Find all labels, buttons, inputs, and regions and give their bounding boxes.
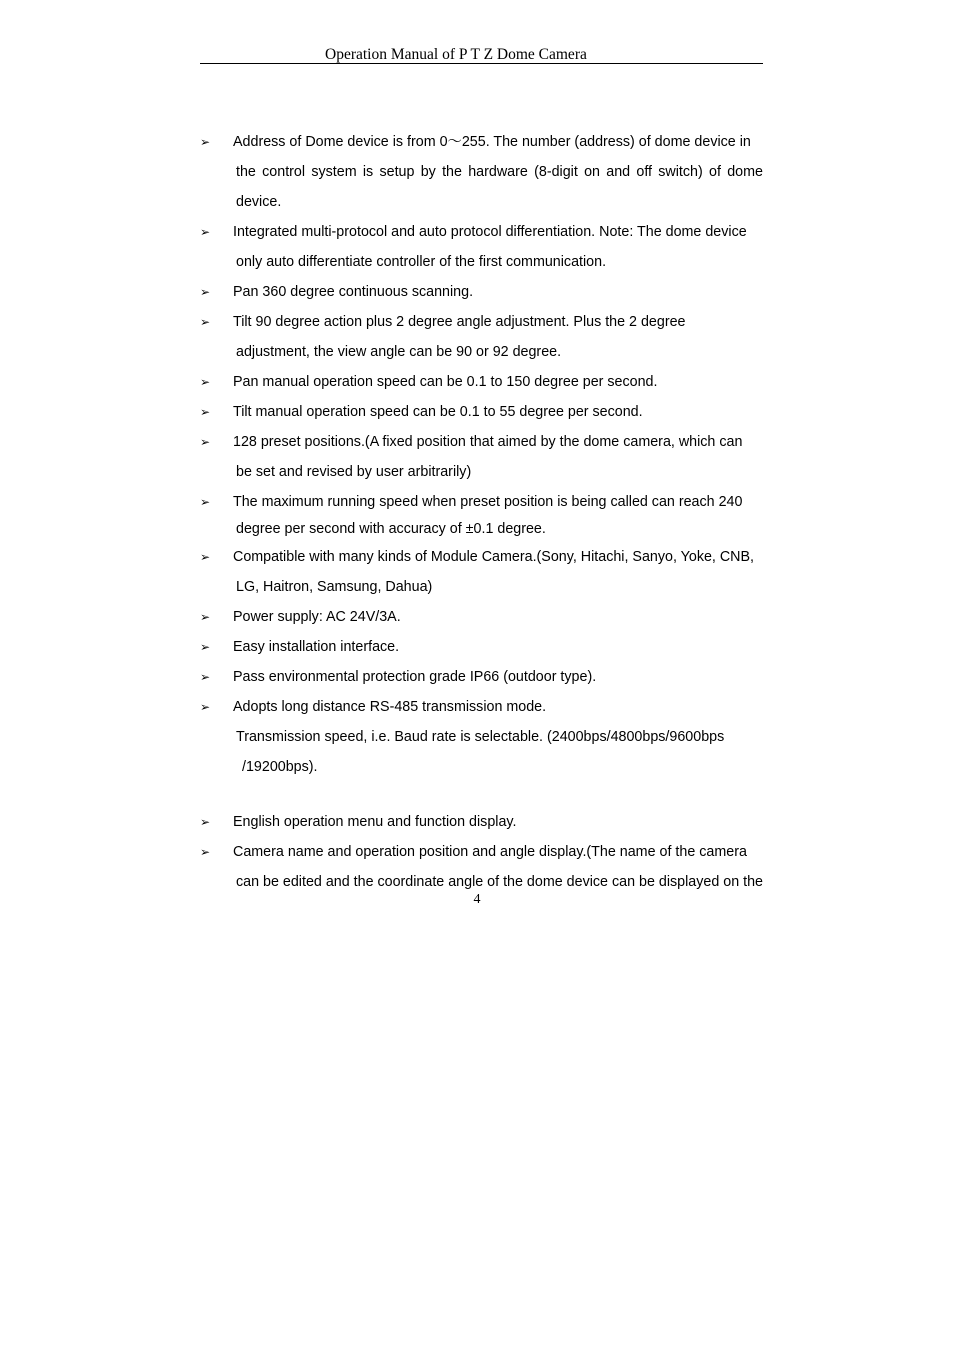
- arrow-bullet-icon: ➢: [200, 700, 211, 714]
- item-line: the control system is setup by the hardware (8-digit on and off switch) of dome: [236, 164, 763, 180]
- item-line: English operation menu and function display.: [233, 814, 517, 830]
- arrow-bullet-icon: ➢: [200, 845, 211, 859]
- arrow-bullet-icon: ➢: [200, 135, 211, 149]
- item-line: Power supply: AC 24V/3A.: [233, 609, 401, 625]
- item-line: be set and revised by user arbitrarily): [236, 464, 472, 480]
- item-line: Pan 360 degree continuous scanning.: [233, 284, 474, 300]
- arrow-bullet-icon: ➢: [200, 670, 211, 684]
- item-line: can be edited and the coordinate angle of the dome device can be displayed on the: [236, 874, 763, 890]
- arrow-bullet-icon: ➢: [200, 815, 211, 829]
- arrow-bullet-icon: ➢: [200, 405, 211, 419]
- arrow-bullet-icon: ➢: [200, 610, 211, 624]
- arrow-bullet-icon: ➢: [200, 495, 211, 509]
- item-line: Compatible with many kinds of Module Camera.(Sony, Hitachi, Sanyo, Yoke, CNB,: [233, 549, 755, 565]
- item-line: The maximum running speed when preset position is being called can reach 240: [233, 494, 743, 510]
- item-line: adjustment, the view angle can be 90 or 92 degree.: [236, 344, 562, 360]
- page-header: [200, 46, 763, 64]
- arrow-bullet-icon: ➢: [200, 315, 211, 329]
- arrow-bullet-icon: ➢: [200, 285, 211, 299]
- item-line: 128 preset positions.(A fixed position that aimed by the dome camera, which can: [233, 434, 743, 450]
- arrow-bullet-icon: ➢: [200, 225, 211, 239]
- header-title: Operation Manual of P T Z Dome Camera: [325, 46, 587, 63]
- item-line: Tilt 90 degree action plus 2 degree angle adjustment. Plus the 2 degree: [233, 314, 686, 330]
- arrow-bullet-icon: ➢: [200, 550, 211, 564]
- page-number: 4: [473, 892, 481, 907]
- item-line: Pan manual operation speed can be 0.1 to 150 degree per second.: [233, 374, 658, 390]
- arrow-bullet-icon: ➢: [200, 435, 211, 449]
- item-line: only auto differentiate controller of the first communication.: [236, 254, 607, 270]
- item-line: /19200bps).: [242, 759, 318, 775]
- item-line: Easy installation interface.: [233, 639, 400, 655]
- item-line: degree per second with accuracy of ±0.1 degree.: [236, 521, 546, 537]
- item-line: Adopts long distance RS-485 transmission mode.: [233, 699, 547, 715]
- item-line: Pass environmental protection grade IP66 (outdoor type).: [233, 669, 597, 685]
- item-line: Integrated multi-protocol and auto protocol differentiation. Note: The dome device: [233, 224, 747, 240]
- arrow-bullet-icon: ➢: [200, 640, 211, 654]
- item-line: Tilt manual operation speed can be 0.1 to 55 degree per second.: [233, 404, 643, 420]
- item-line: Camera name and operation position and angle display.(The name of the camera: [233, 844, 747, 860]
- arrow-bullet-icon: ➢: [200, 375, 211, 389]
- item-line: LG, Haitron, Samsung, Dahua): [236, 579, 433, 595]
- item-line: Address of Dome device is from 0～255. The number (address) of dome device in: [233, 134, 751, 150]
- item-line: Transmission speed, i.e. Baud rate is selectable. (2400bps/4800bps/9600bps: [236, 729, 725, 745]
- item-line: device.: [236, 194, 282, 210]
